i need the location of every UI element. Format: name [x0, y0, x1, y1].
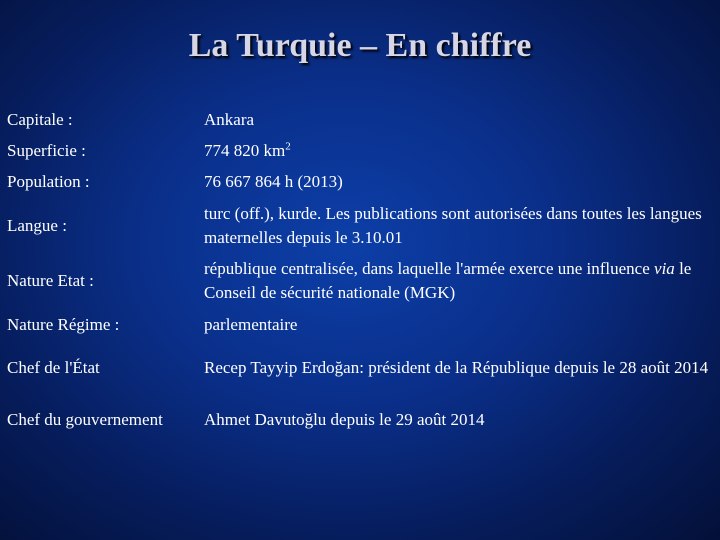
fact-value: turc (off.), kurde. Les publications sont autorisées dans toutes les langues maternelles depuis le 3.10.01 — [204, 203, 702, 247]
fact-label: Nature Etat : — [7, 271, 94, 290]
fact-label: Population : — [7, 172, 90, 191]
fact-value: Recep Tayyip Erdoğan: président de la République depuis le 28 août 2014 — [204, 357, 709, 377]
fact-value — [204, 253, 713, 309]
fact-row-langue — [7, 198, 713, 253]
fact-value: 76 667 864 h (2013) — [204, 172, 343, 191]
fact-value: parlementaire — [204, 315, 298, 334]
fact-row-chef-gouvernement — [7, 408, 713, 432]
fact-value-text: 774 820 km — [204, 140, 286, 160]
fact-row-capitale — [7, 104, 713, 135]
fact-row-chef-etat — [7, 341, 713, 394]
fact-row-population — [7, 166, 713, 198]
slide-title: La Turquie – En chiffre — [188, 27, 532, 64]
fact-value — [204, 135, 713, 166]
fact-value-superscript: 2 — [285, 139, 291, 152]
fact-row-nature-etat — [7, 253, 713, 309]
fact-value-text: république centralisée, dans laquelle l'armée exerce une influence — [204, 259, 655, 278]
fact-value-italic: via — [654, 259, 675, 278]
fact-label: Chef du gouvernement — [7, 410, 163, 429]
fact-value: Ahmet Davutoğlu depuis le 29 août 2014 — [204, 410, 485, 429]
fact-label: Capitale : — [7, 109, 73, 129]
fact-label: Langue : — [7, 215, 67, 235]
fact-row-superficie — [7, 135, 713, 166]
fact-label: Chef de l'État — [7, 357, 100, 377]
fact-value-text: le Conseil de sécurité nationale (MGK) — [204, 259, 692, 302]
fact-label: Nature Régime : — [7, 315, 120, 334]
fact-label: Superficie : — [7, 140, 86, 160]
facts-table — [7, 104, 713, 449]
fact-row-nature-regime — [7, 309, 713, 341]
fact-value: Ankara — [204, 109, 255, 129]
